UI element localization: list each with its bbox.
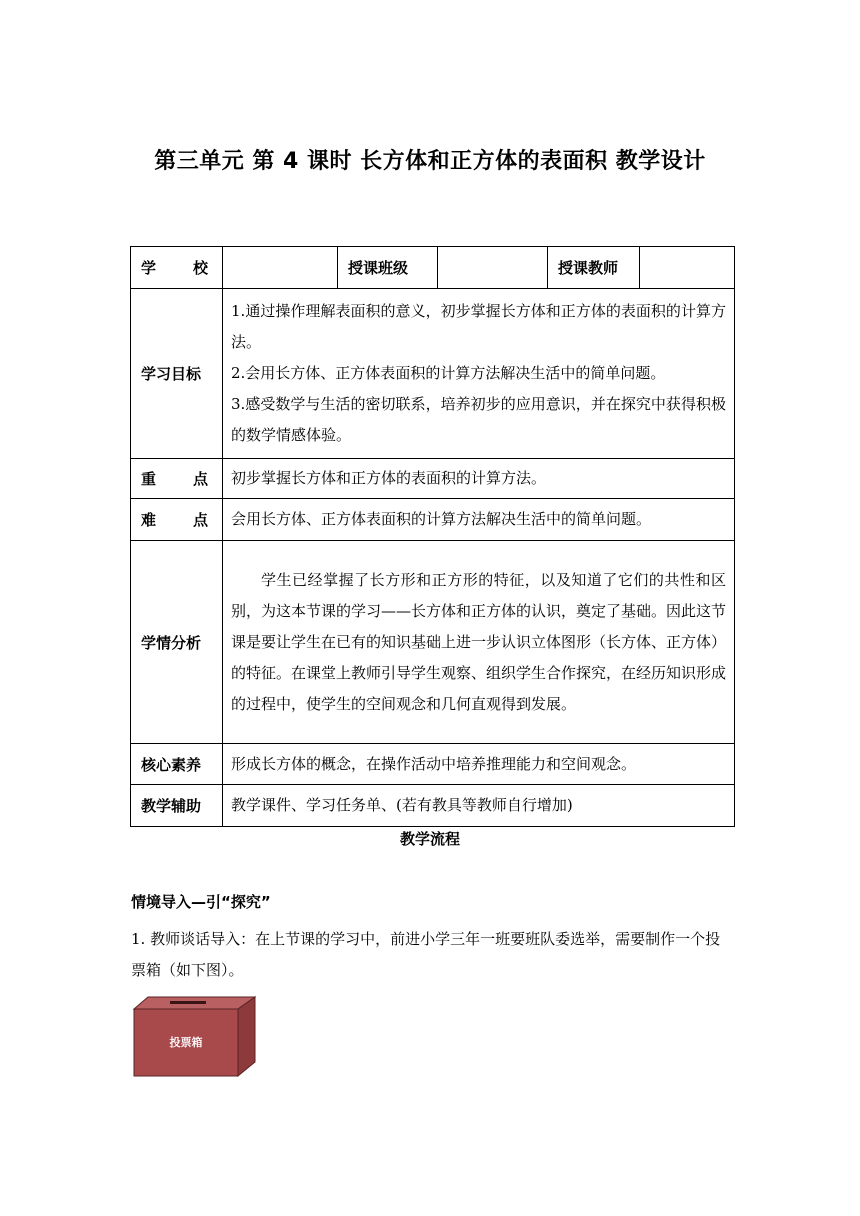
teaching-flow-title: 教学流程 bbox=[399, 830, 460, 848]
ballot-box-image bbox=[132, 996, 256, 1078]
table-row bbox=[131, 247, 735, 289]
table-row bbox=[131, 785, 735, 827]
page-title: 第三单元 第 4 课时 长方体和正方体的表面积 教学设计 bbox=[154, 149, 706, 174]
lesson-info-table bbox=[130, 246, 735, 827]
class-label: 授课班级 bbox=[338, 247, 438, 289]
goal-item: 1.通过操作理解表面积的意义，初步掌握长方体和正方体的表面积的计算方法。 bbox=[231, 302, 726, 351]
analysis-value: 学生已经掌握了长方形和正方形的特征，以及知道了它们的共性和区别，为这本节课的学习——长方体和正方体的认识，奠定了基础。因此这节课是要让学生在已有的知识基础上进一步认识立体图形（长方体、正方体）的特征。在课堂上教师引导学生观察、组织学生合作探究，在经历知识形成的过程中，使学生的空间观念和几何直观得到发展。 bbox=[223, 541, 735, 744]
teacher-value bbox=[640, 247, 735, 289]
table-row bbox=[131, 289, 735, 459]
table-row bbox=[131, 541, 735, 744]
analysis-label: 学情分析 bbox=[131, 541, 223, 744]
goal-item: 3.感受数学与生活的密切联系，培养初步的应用意识，并在探究中获得积极的数学情感体验。 bbox=[231, 395, 726, 444]
key-point-label: 重 点 bbox=[131, 459, 223, 499]
section-heading: 情境导入—引“探究” bbox=[131, 893, 271, 911]
teacher-label: 授课教师 bbox=[548, 247, 640, 289]
goals-cell bbox=[223, 289, 735, 459]
ballot-box-slot bbox=[170, 1001, 206, 1004]
literacy-label: 核心素养 bbox=[131, 744, 223, 785]
table-row bbox=[131, 459, 735, 499]
aids-value: 教学课件、学习任务单、(若有教具等教师自行增加) bbox=[223, 785, 735, 827]
table-row bbox=[131, 499, 735, 541]
goals-label: 学习目标 bbox=[131, 289, 223, 459]
class-value bbox=[438, 247, 548, 289]
literacy-value: 形成长方体的概念，在操作活动中培养推理能力和空间观念。 bbox=[223, 744, 735, 785]
goal-item: 2.会用长方体、正方体表面积的计算方法解决生活中的简单问题。 bbox=[231, 364, 666, 382]
difficulty-value: 会用长方体、正方体表面积的计算方法解决生活中的简单问题。 bbox=[223, 499, 735, 541]
intro-paragraph: 1. 教师谈话导入：在上节课的学习中，前进小学三年一班要班队委选举，需要制作一个投票箱（如下图）。 bbox=[131, 930, 721, 979]
key-point-value: 初步掌握长方体和正方体的表面积的计算方法。 bbox=[223, 459, 735, 499]
difficulty-label: 难 点 bbox=[131, 499, 223, 541]
aids-label: 教学辅助 bbox=[131, 785, 223, 827]
school-value bbox=[223, 247, 338, 289]
school-label: 学 校 bbox=[131, 247, 223, 289]
table-row bbox=[131, 744, 735, 785]
ballot-box-side bbox=[238, 997, 255, 1076]
ballot-box-label: 投票箱 bbox=[169, 1036, 203, 1049]
